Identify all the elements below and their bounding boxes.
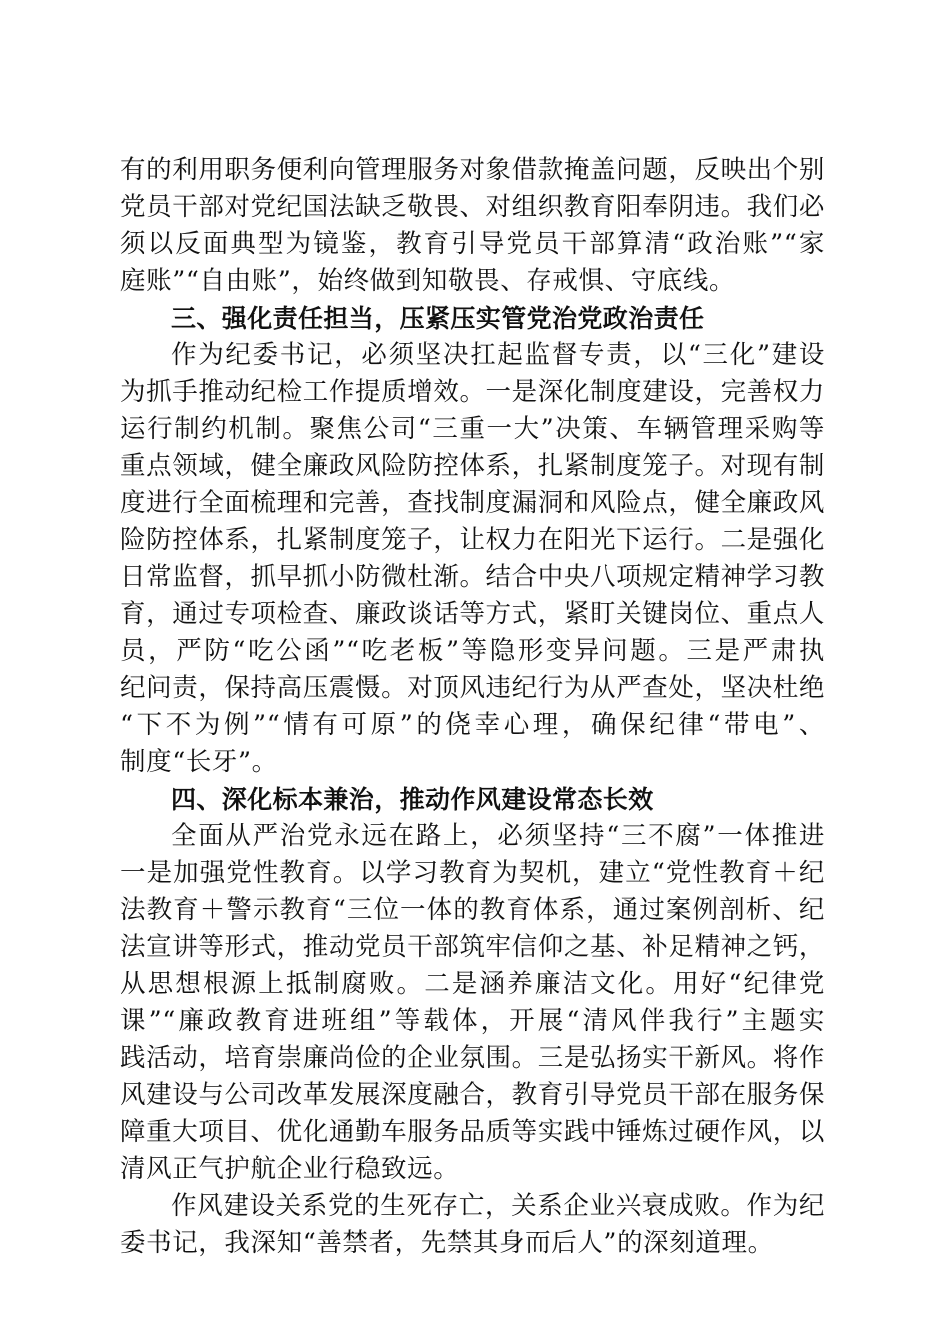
- text-line: 员，严防“吃公函”“吃老板”等隐形变异问题。三是严肃执: [120, 636, 825, 666]
- paragraph-2: [120, 337, 825, 781]
- text-line: 党员干部对党纪国法缺乏敬畏、对组织教育阳奉阴违。我们必: [120, 192, 825, 222]
- text-line: 作为纪委书记，必须坚决扛起监督专责，以“三化”建设: [171, 340, 825, 370]
- text-line: 作风建设关系党的生死存亡，关系企业兴衰成败。作为纪: [171, 1191, 825, 1221]
- text-line: 清风正气护航企业行稳致远。: [120, 1154, 460, 1184]
- document-body: [120, 152, 825, 1262]
- text-line: 须以反面典型为镜鉴，教育引导党员干部算清“政治账”“家: [120, 229, 825, 259]
- text-line: 全面从严治党永远在路上，必须坚持“三不腐”一体推进: [171, 821, 825, 851]
- paragraph-3: [120, 818, 825, 1188]
- text-line: 育，通过专项检查、廉政谈话等方式，紧盯关键岗位、重点人: [120, 599, 825, 629]
- text-line: 重点领域，健全廉政风险防控体系，扎紧制度笼子。对现有制: [120, 451, 825, 481]
- text-line: 运行制约机制。聚焦公司“三重一大”决策、车辆管理采购等: [120, 414, 825, 444]
- text-line: 风建设与公司改革发展深度融合，教育引导党员干部在服务保: [120, 1080, 825, 1110]
- text-line: 障重大项目、优化通勤车服务品质等实践中锤炼过硬作风，以: [120, 1117, 825, 1147]
- paragraph-4: [120, 1188, 825, 1262]
- text-line: 法宣讲等形式，推动党员干部筑牢信仰之基、补足精神之钙，: [120, 932, 825, 962]
- text-line: 有的利用职务便利向管理服务对象借款掩盖问题，反映出个别: [120, 155, 825, 185]
- text-line: 践活动，培育崇廉尚俭的企业氛围。三是弘扬实干新风。将作: [120, 1043, 825, 1073]
- text-line: 险防控体系，扎紧制度笼子，让权力在阳光下运行。二是强化: [120, 525, 825, 555]
- text-line: “下不为例”“情有可原”的侥幸心理，确保纪律“带电”、: [120, 710, 825, 740]
- text-line: 课”“廉政教育进班组”等载体，开展“清风伴我行”主题实: [120, 1006, 825, 1036]
- text-line: 庭账”“自由账”，始终做到知敬畏、存戒惧、守底线。: [120, 266, 736, 296]
- text-line: 制度“长牙”。: [120, 747, 278, 777]
- section-heading-4: 四、深化标本兼治，推动作风建设常态长效: [171, 785, 654, 814]
- text-line: 日常监督，抓早抓小防微杜渐。结合中央八项规定精神学习教: [120, 562, 825, 592]
- section-heading-3: 三、强化责任担当，压紧压实管党治党政治责任: [171, 304, 705, 333]
- text-line: 委书记，我深知“善禁者，先禁其身而后人”的深刻道理。: [120, 1228, 774, 1258]
- text-line: 从思想根源上抵制腐败。二是涵养廉洁文化。用好“纪律党: [120, 969, 825, 999]
- text-line: 一是加强党性教育。以学习教育为契机，建立“党性教育＋纪: [120, 858, 825, 888]
- text-line: 度进行全面梳理和完善，查找制度漏洞和风险点，健全廉政风: [120, 488, 825, 518]
- text-line: 法教育＋警示教育“三位一体的教育体系，通过案例剖析、纪: [120, 895, 825, 925]
- paragraph-1: [120, 152, 825, 300]
- text-line: 为抓手推动纪检工作提质增效。一是深化制度建设，完善权力: [120, 377, 825, 407]
- text-line: 纪问责，保持高压震慑。对顶风违纪行为从严查处，坚决杜绝: [120, 673, 825, 703]
